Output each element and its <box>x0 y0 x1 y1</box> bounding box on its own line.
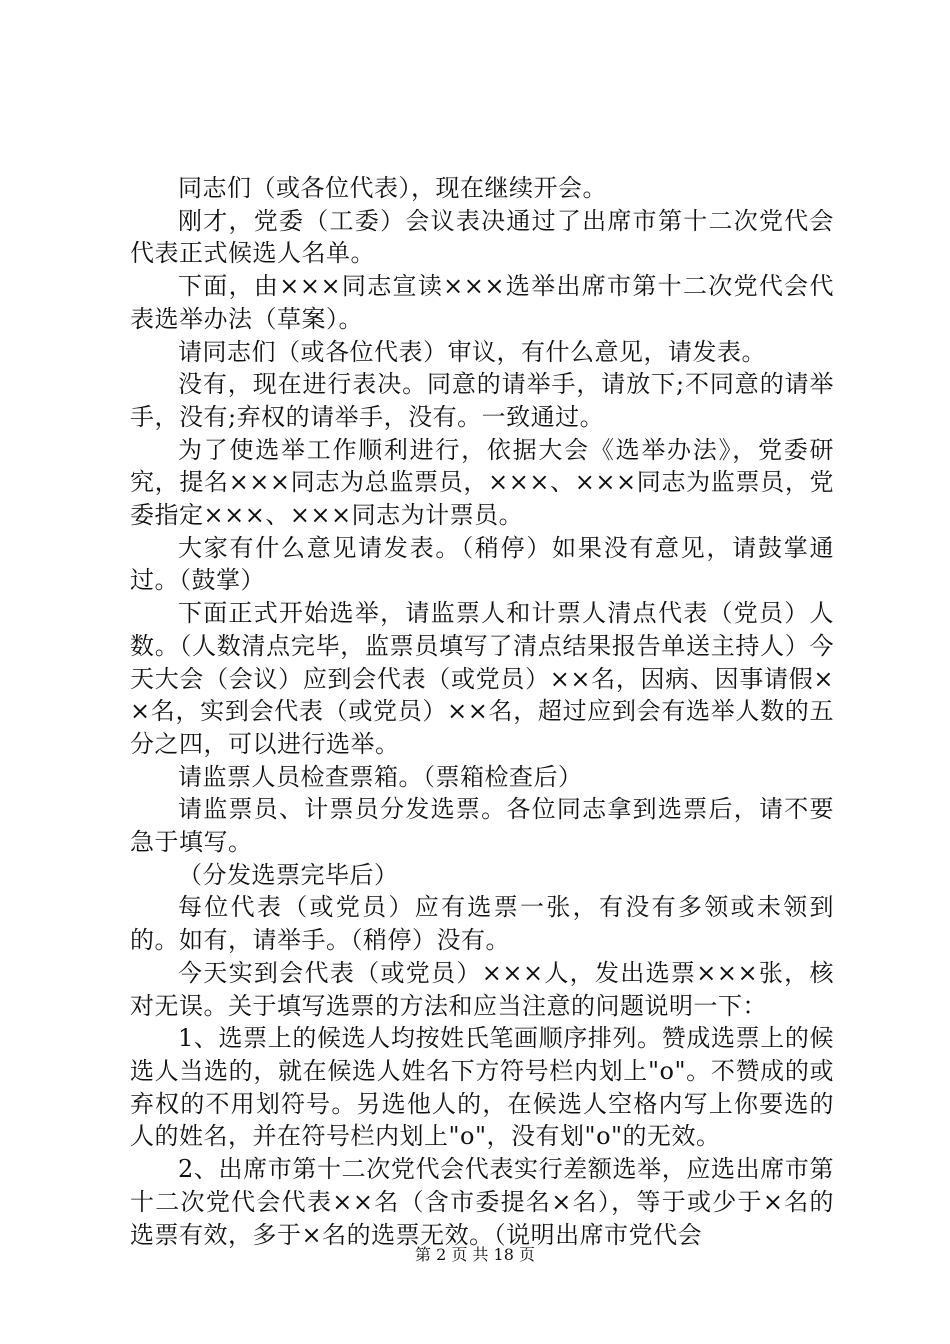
paragraph: 每位代表（或党员）应有选票一张，有没有多领或未领到的。如有，请举手。（稍停）没有。 <box>130 893 834 955</box>
paragraph: 1、选票上的候选人均按姓氏笔画顺序排列。赞成选票上的候选人当选的，就在候选人姓名下方符号栏内划上"o"。不赞成的或弃权的不用划符号。另选他人的，在候选人空格内写上你要选的人的姓名，并在符号栏内划上"o"，没有划"o"的无效。 <box>130 1024 834 1151</box>
paragraph: 刚才，党委（工委）会议表决通过了出席市第十二次党代会代表正式候选人名单。 <box>130 206 834 268</box>
paragraph: 同志们（或各位代表），现在继续开会。 <box>178 174 607 202</box>
paragraph: 没有，现在进行表决。同意的请举手，请放下;不同意的请举手，没有;弃权的请举手，没有。一致通过。 <box>130 370 834 431</box>
paragraph: 请监票人员检查票箱。（票箱检查后） <box>178 762 583 791</box>
paragraph: 为了使选举工作顺利进行，依据大会《选举办法》，党委研究，提名×××同志为总监票员，×××、×××同志为监票员，党委指定×××、×××同志为计票员。 <box>130 435 834 530</box>
paragraph: 下面正式开始选举，请监票人和计票人清点代表（党员）人数。（人数清点完毕，监票员填写了清点结果报告单送主持人）今天大会（会议）应到会代表（或党员）××名，因病、因事请假××名，实到会代表（或党员）××名，超过应到会有选举人数的五分之四，可以进行选举。 <box>130 599 834 758</box>
page-footer <box>0 1242 950 1265</box>
paragraph: 下面，由×××同志宣读×××选举出席市第十二次党代会代表选举办法（草案）。 <box>130 272 834 333</box>
document-body <box>130 172 834 1251</box>
page-number-label: 第 2 页 共 18 页 <box>415 1245 535 1264</box>
paragraph: 请同志们（或各位代表）审议，有什么意见，请发表。 <box>178 337 766 366</box>
paragraph: 2、出席市第十二次党代会代表实行差额选举，应选出席市第十二次党代会代表××名（含市委提名×名），等于或少于×名的选票有效，多于×名的选票无效。（说明出席市党代会 <box>130 1155 834 1249</box>
paragraph: 大家有什么意见请发表。（稍停）如果没有意见，请鼓掌通过。（鼓掌） <box>130 533 834 595</box>
paragraph: 请监票员、计票员分发选票。各位同志拿到选票后，请不要急于填写。 <box>130 795 834 857</box>
paragraph: （分发选票完毕后） <box>178 860 399 889</box>
paragraph: 今天实到会代表（或党员）×××人，发出选票×××张，核对无误。关于填写选票的方法和应当注意的问题说明一下： <box>130 958 834 1020</box>
